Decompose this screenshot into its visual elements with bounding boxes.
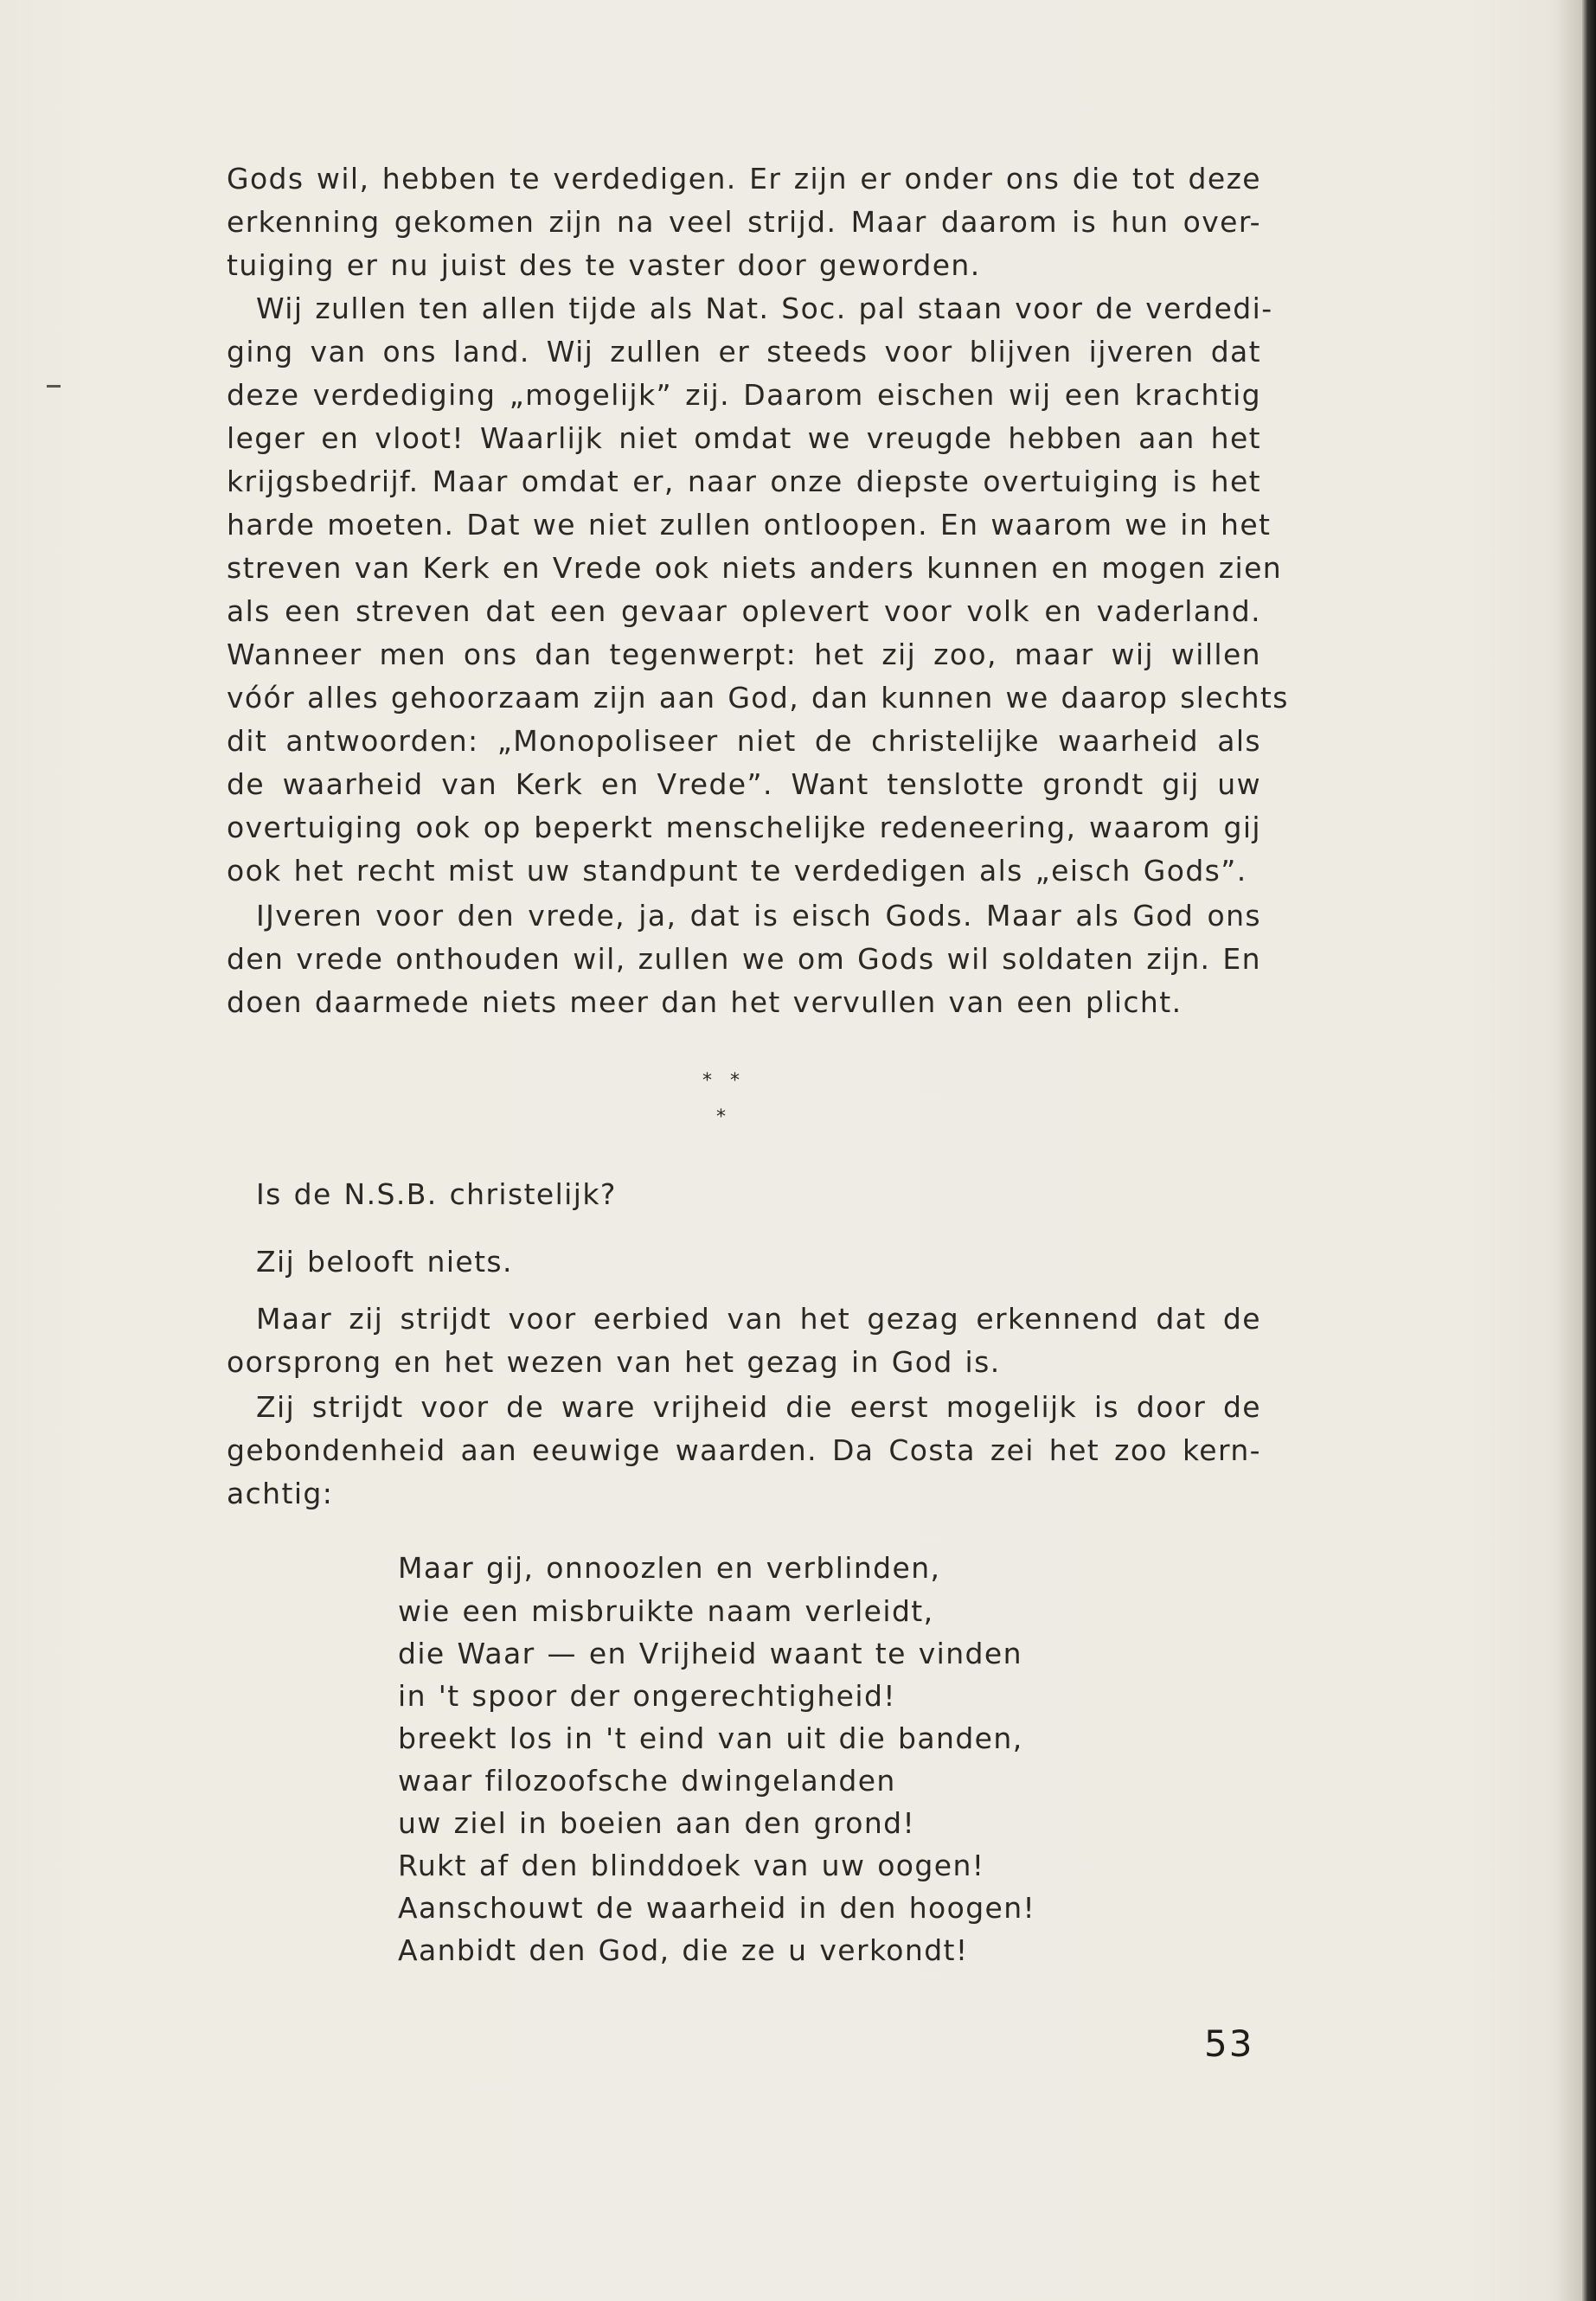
text-line: krijgsbedrijf. Maar omdat er, naar onze diepste overtuiging is het bbox=[227, 465, 1261, 498]
page-edge-shadow bbox=[1556, 0, 1582, 2301]
poem-line: uw ziel in boeien aan den grond! bbox=[398, 1806, 916, 1840]
text-line: Maar zij strijdt voor eerbied van het gezag erkennend dat de bbox=[256, 1302, 1261, 1336]
text-line: Zij strijdt voor de ware vrijheid die eerst mogelijk is door de bbox=[256, 1390, 1261, 1424]
poem-line: in 't spoor der ongerechtigheid! bbox=[398, 1679, 896, 1713]
text-line: leger en vloot! Waarlijk niet omdat we vreugde hebben aan het bbox=[227, 421, 1261, 455]
poem-line: Aanbidt den God, die ze u verkondt! bbox=[398, 1933, 969, 1967]
text-line: Wanneer men ons dan tegenwerpt: het zij zoo, maar wij willen bbox=[227, 638, 1261, 671]
page-number: 53 bbox=[1204, 2022, 1254, 2065]
separator-star: * bbox=[716, 1106, 726, 1128]
separator-star: * bbox=[730, 1070, 740, 1092]
text-line: dit antwoorden: „Monopoliseer niet de christelijke waarheid als bbox=[227, 724, 1261, 758]
text-line: als een streven dat een gevaar oplevert voor volk en vaderland. bbox=[227, 594, 1261, 628]
text-line: den vrede onthouden wil, zullen we om Gods wil soldaten zijn. En bbox=[227, 942, 1261, 976]
text-line: ging van ons land. Wij zullen er steeds voor blijven ijveren dat bbox=[227, 335, 1261, 369]
poem-line: breekt los in 't eind van uit die banden, bbox=[398, 1721, 1023, 1755]
text-line: achtig: bbox=[227, 1477, 334, 1510]
poem-line: die Waar — en Vrijheid waant te vinden bbox=[398, 1637, 1022, 1670]
page-binding-edge bbox=[1582, 0, 1596, 2301]
text-line: erkenning gekomen zijn na veel strijd. Maar daarom is hun over- bbox=[227, 205, 1261, 239]
margin-mark bbox=[47, 385, 61, 388]
text-line: deze verdediging „mogelijk” zij. Daarom eischen wij een krachtig bbox=[227, 378, 1261, 412]
poem-line: wie een misbruikte naam verleidt, bbox=[398, 1594, 934, 1628]
text-line: Gods wil, hebben te verdedigen. Er zijn er onder ons die tot deze bbox=[227, 162, 1261, 195]
text-line: Wij zullen ten allen tijde als Nat. Soc. pal staan voor de verdedi- bbox=[256, 292, 1273, 325]
poem-line: waar filozoofsche dwingelanden bbox=[398, 1764, 896, 1798]
text-line: de waarheid van Kerk en Vrede”. Want tenslotte grondt gij uw bbox=[227, 767, 1261, 801]
section-answer: Zij belooft niets. bbox=[256, 1245, 513, 1279]
text-line: doen daarmede niets meer dan het vervullen van een plicht. bbox=[227, 985, 1183, 1019]
text-line: ook het recht mist uw standpunt te verdedigen als „eisch Gods”. bbox=[227, 854, 1247, 888]
poem-line: Aanschouwt de waarheid in den hoogen! bbox=[398, 1891, 1036, 1925]
section-question: Is de N.S.B. christelijk? bbox=[256, 1177, 617, 1211]
poem-line: Maar gij, onnoozlen en verblinden, bbox=[398, 1551, 941, 1585]
text-line: streven van Kerk en Vrede ook niets anders kunnen en mogen zien bbox=[227, 551, 1283, 585]
text-line: IJveren voor den vrede, ja, dat is eisch Gods. Maar als God ons bbox=[256, 899, 1261, 933]
separator-star: * bbox=[702, 1070, 712, 1092]
text-line: overtuiging ook op beperkt menschelijke redeneering, waarom gij bbox=[227, 811, 1261, 844]
text-line: vóór alles gehoorzaam zijn aan God, dan kunnen we daarop slechts bbox=[227, 681, 1289, 715]
text-line: harde moeten. Dat we niet zullen ontloopen. En waarom we in het bbox=[227, 508, 1272, 542]
text-line: tuiging er nu juist des te vaster door geworden. bbox=[227, 248, 981, 282]
section-separator bbox=[701, 1069, 779, 1138]
text-line: oorsprong en het wezen van het gezag in God is. bbox=[227, 1345, 1001, 1379]
poem-line: Rukt af den blinddoek van uw oogen! bbox=[398, 1849, 985, 1882]
text-line: gebondenheid aan eeuwige waarden. Da Costa zei het zoo kern- bbox=[227, 1433, 1261, 1467]
